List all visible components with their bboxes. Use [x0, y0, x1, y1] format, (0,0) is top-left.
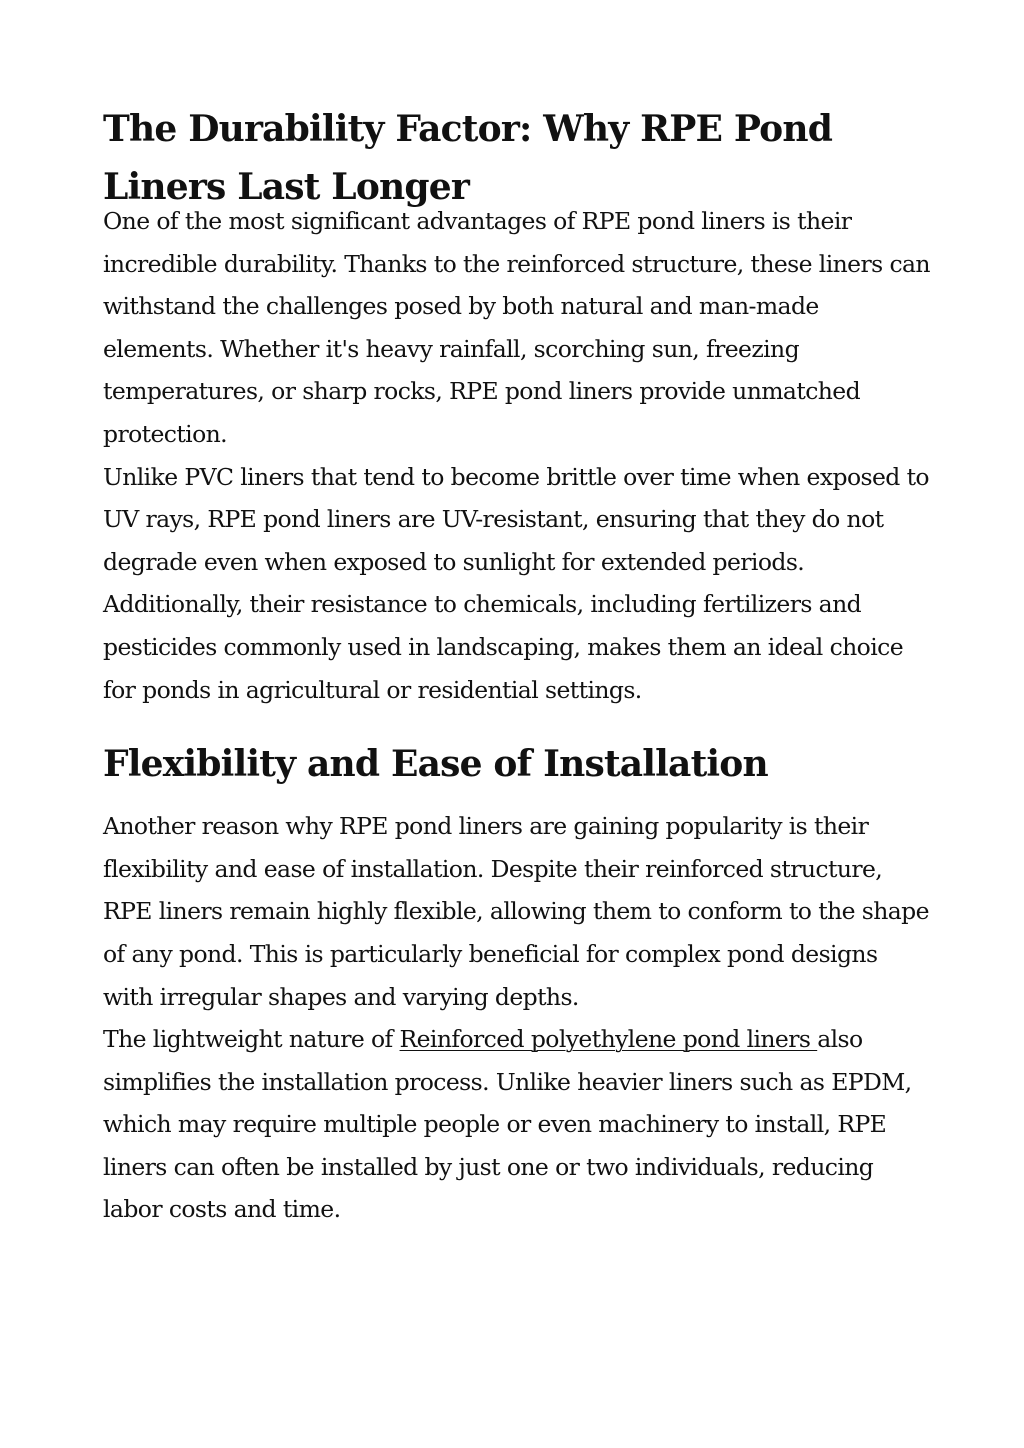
paragraph-flexibility-intro: Another reason why RPE pond liners are gaining popularity is their flexibility and ease of installation. Despite their reinforced structure, RPE liners remain highly flexible, allowing them to conform to the shape of any pond. This is particularly beneficial for complex pond designs with irregular shapes and varying depths. [103, 812, 929, 1011]
paragraph-uv-resistance: Unlike PVC liners that tend to become brittle over time when exposed to UV rays, RPE pond liners are UV-resistant, ensuring that they do not degrade even when exposed to sunlight for extended periods. Additionally, their resistance to chemicals, including fertilizers and pesticides commonly used in landscaping, makes them an ideal choice for ponds in agricultural or residential settings. [103, 462, 929, 704]
document-page [103, 100, 933, 1231]
section-heading-durability: The Durability Factor: Why RPE Pond Liners Last Longer [103, 108, 833, 208]
paragraph-lightweight-installation [103, 1018, 933, 1231]
rpe-liners-link[interactable]: Reinforced polyethylene pond liners [399, 1025, 818, 1054]
paragraph-durability-intro: One of the most significant advantages of RPE pond liners is their incredible durability. Thanks to the reinforced structure, these liners can withstand the challenges posed by both natural and man-made elements. Whether it's heavy rainfall, scorching sun, freezing temperatures, or sharp rocks, RPE pond liners provide unmatched protection. [103, 207, 930, 448]
paragraph-text-before-link: The lightweight nature of [103, 1025, 400, 1054]
paragraph-text-after-link: also simplifies the installation process. Unlike heavier liners such as EPDM, which may require multiple people or even machinery to install, RPE liners can often be installed by just one or two individuals, reducing labor costs and time. [103, 1025, 912, 1224]
section-heading-flexibility: Flexibility and Ease of Installation [103, 743, 768, 786]
